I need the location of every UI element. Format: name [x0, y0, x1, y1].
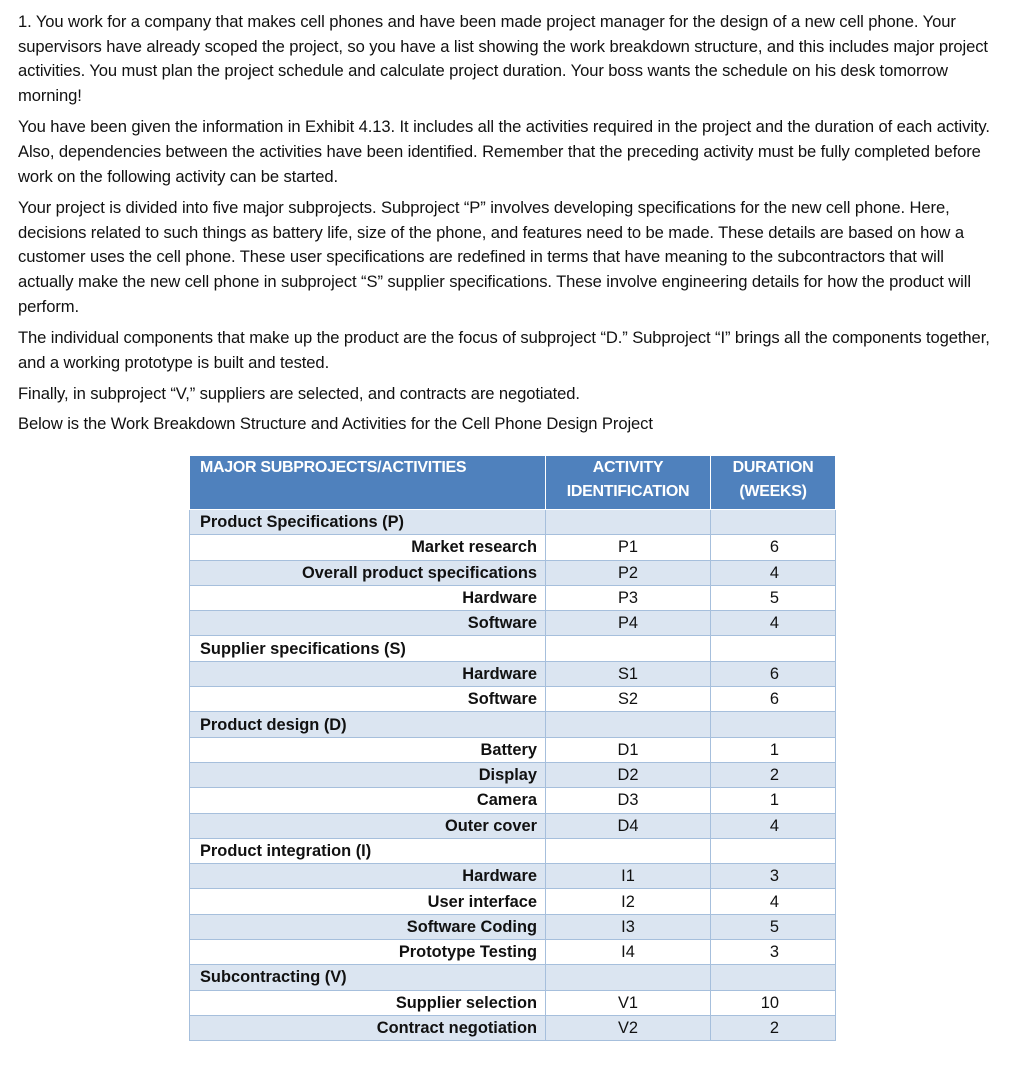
header-duration: DURATION (WEEKS) [711, 456, 836, 510]
activity-id: P3 [546, 585, 711, 610]
activity-duration: 5 [711, 585, 836, 610]
table-row [190, 1015, 836, 1040]
activity-duration: 3 [711, 940, 836, 965]
activity-id: D4 [546, 813, 711, 838]
activity-name: Software [190, 611, 546, 636]
activity-id: P2 [546, 560, 711, 585]
table-row [190, 611, 836, 636]
subproject-name: Product integration (I) [190, 838, 546, 863]
table-row [190, 788, 836, 813]
activity-id: I1 [546, 864, 711, 889]
activity-id: I3 [546, 914, 711, 939]
activity-duration [711, 965, 836, 990]
wbs-table-container [189, 455, 835, 1041]
activity-duration: 2 [711, 1015, 836, 1040]
subproject-name: Subcontracting (V) [190, 965, 546, 990]
intro-paragraph-3: Your project is divided into five major subprojects. Subproject “P” involves developing specifications for the new cell phone. Here, decisions related to such things as battery life, size of the phone, and features need to be made. These details are based on how a customer uses the cell phone. These user specifications are redefined in terms that have meaning to the subcontractors that will actually make the new cell phone in subproject “S” supplier specifications. These involve engineering details for how the product will perform. [18, 198, 971, 316]
table-row [190, 687, 836, 712]
activity-id [546, 838, 711, 863]
activity-duration [711, 712, 836, 737]
activity-duration: 1 [711, 788, 836, 813]
activity-duration: 6 [711, 687, 836, 712]
activity-duration: 6 [711, 535, 836, 560]
table-row [190, 535, 836, 560]
activity-id: D3 [546, 788, 711, 813]
activity-id [546, 636, 711, 661]
table-group-row [190, 838, 836, 863]
activity-duration: 1 [711, 737, 836, 762]
activity-id [546, 510, 711, 535]
table-body [190, 510, 836, 1041]
activity-name: Prototype Testing [190, 940, 546, 965]
table-row [190, 889, 836, 914]
activity-duration: 3 [711, 864, 836, 889]
table-group-row [190, 712, 836, 737]
activity-id [546, 712, 711, 737]
table-header-row [190, 456, 836, 510]
activity-name: Market research [190, 535, 546, 560]
activity-id: I4 [546, 940, 711, 965]
table-row [190, 585, 836, 610]
activity-duration [711, 510, 836, 535]
table-row [190, 990, 836, 1015]
intro-paragraph-1: 1. You work for a company that makes cell phones and have been made project manager for the design of a new cell phone. Your supervisors have already scoped the project, so you have a list showing the work breakdown structure, and this includes major project activities. You must plan the project schedule and calculate project duration. Your boss wants the schedule on his desk tomorrow morning! [18, 12, 988, 105]
activity-name: Display [190, 762, 546, 787]
table-group-row [190, 510, 836, 535]
activity-duration: 6 [711, 661, 836, 686]
activity-duration: 4 [711, 889, 836, 914]
activity-name: Overall product specifications [190, 560, 546, 585]
activity-duration [711, 838, 836, 863]
activity-id: D1 [546, 737, 711, 762]
activity-duration: 2 [711, 762, 836, 787]
header-subprojects: MAJOR SUBPROJECTS/ACTIVITIES [190, 456, 546, 510]
table-caption: Below is the Work Breakdown Structure and Activities for the Cell Phone Design Project [18, 413, 653, 433]
table-row [190, 560, 836, 585]
table-row [190, 864, 836, 889]
activity-name: Supplier selection [190, 990, 546, 1015]
activity-name: Software [190, 687, 546, 712]
activity-duration: 4 [711, 611, 836, 636]
table-row [190, 914, 836, 939]
activity-name: Hardware [190, 585, 546, 610]
activity-name: Outer cover [190, 813, 546, 838]
activity-id: V1 [546, 990, 711, 1015]
intro-paragraph-2: You have been given the information in Exhibit 4.13. It includes all the activities required in the project and the duration of each activity. Also, dependencies between the activities have been identified. Remember that the preceding activity must be fully completed before work on the following activity can be started. [18, 117, 990, 186]
intro-paragraph-5: Finally, in subproject “V,” suppliers are selected, and contracts are negotiated. [18, 384, 580, 404]
wbs-table [189, 455, 836, 1041]
intro-paragraph-4: The individual components that make up the product are the focus of subproject “D.” Subproject “I” brings all the components together, and a working prototype is built and tested. [18, 328, 990, 372]
activity-name: Hardware [190, 661, 546, 686]
table-row [190, 940, 836, 965]
activity-id: I2 [546, 889, 711, 914]
activity-id [546, 965, 711, 990]
activity-id: P4 [546, 611, 711, 636]
activity-name: Hardware [190, 864, 546, 889]
table-group-row [190, 636, 836, 661]
activity-name: User interface [190, 889, 546, 914]
activity-id: S2 [546, 687, 711, 712]
activity-duration: 10 [711, 990, 836, 1015]
activity-id: P1 [546, 535, 711, 560]
activity-name: Software Coding [190, 914, 546, 939]
table-row [190, 813, 836, 838]
table-row [190, 737, 836, 762]
activity-duration: 4 [711, 813, 836, 838]
activity-name: Battery [190, 737, 546, 762]
activity-id: S1 [546, 661, 711, 686]
subproject-name: Supplier specifications (S) [190, 636, 546, 661]
table-row [190, 762, 836, 787]
header-activity-id: ACTIVITY IDENTIFICATION [546, 456, 711, 510]
table-group-row [190, 965, 836, 990]
activity-duration [711, 636, 836, 661]
activity-duration: 5 [711, 914, 836, 939]
activity-name: Contract negotiation [190, 1015, 546, 1040]
subproject-name: Product Specifications (P) [190, 510, 546, 535]
subproject-name: Product design (D) [190, 712, 546, 737]
activity-id: V2 [546, 1015, 711, 1040]
activity-name: Camera [190, 788, 546, 813]
activity-id: D2 [546, 762, 711, 787]
table-row [190, 661, 836, 686]
activity-duration: 4 [711, 560, 836, 585]
